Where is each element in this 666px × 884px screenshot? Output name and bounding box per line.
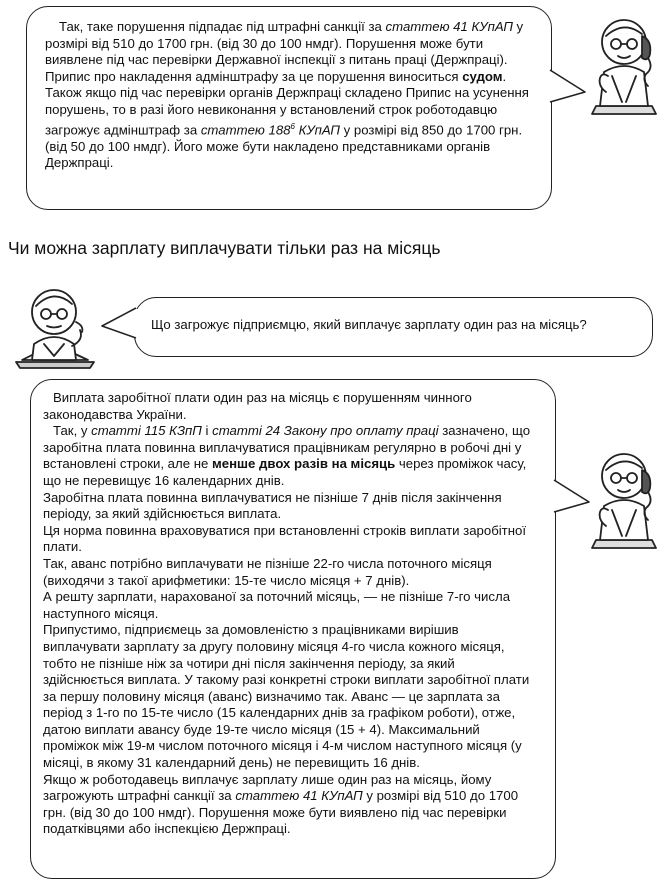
- question-bubble-tail: [100, 300, 138, 344]
- twice-a-month-emphasis: менше двох разів на місяць: [211, 456, 396, 472]
- answer-paragraph-2: Так, у статті 115 КЗпП і статті 24 Закону про оплату праці зазначено, що заробітна плата повинна виплачуватися працівникам регулярно в робочі дні у встановлені строки, але не менше двох разів на місяць через проміжок часу, що не перевищує 16 календарних днів.: [43, 423, 531, 488]
- top-speech-bubble: [26, 6, 552, 210]
- answer-bubble-tail: [553, 470, 593, 530]
- answer-paragraph-6: А решту зарплати, нарахованої за поточний місяць, — не пізніше 7-го числа наступного місяця.: [43, 589, 511, 621]
- answer-bubble: [30, 379, 556, 879]
- article-115-reference: статті 115 КЗпП: [91, 423, 202, 439]
- answer-paragraph-3: Заробітна плата повинна виплачуватися не пізніше 7 днів після закінчення періоду, за який здійснюється виплата.: [43, 489, 502, 522]
- phone-person-icon-2: [588, 440, 660, 548]
- answer-paragraph-8: Якщо ж роботодавець виплачує зарплату лише один раз на місяць, йому загрожують штрафні санкції за статтею 41 КУпАП у розмірі від 510 до 1700 грн. (від 30 до 100 нмдг). Порушення може бути виявлено під час перевірки податківцями або інспекцією Держпраці.: [43, 771, 519, 837]
- phone-person-icon: [588, 6, 660, 114]
- question-text: Що загрожує підприємцю, який виплачує зарплату один раз на місяць?: [151, 317, 587, 332]
- thinking-person-icon: [14, 282, 96, 368]
- answer-paragraph-7: Припустимо, підприємець за домовленістю з працівниками вирішив виплачувати зарплату за другу половину місяця 4-го числа кожного місяця, тобто не пізніше ніж за чотири дні після закінчення періоду, за який здійснюється виплата. У такому разі конкретні строки виплати заробітної плати за першу половину місяця (аванс) визначимо так. Аванс — це зарплата за період з 1-го по 15-те число (15 календарних днів за графіком роботи), отже, датою виплати авансу буде 19-те число місяця (15 + 4). Максимальний проміжок між 19-м числом поточного місяця і 4-м числом наступного місяця (у місяці, в якому 31 календарний день) не перевищить 16 днів.: [43, 622, 530, 771]
- answer-paragraph-4: Ця норма повинна враховуватися при встановленні строків виплати заробітної плати.: [43, 522, 526, 555]
- article-41-reference: статтею 41 КУпАП: [385, 19, 513, 34]
- top-bubble-tail: [549, 60, 589, 120]
- article-24-reference: статті 24 Закону про оплату праці: [212, 423, 439, 439]
- answer-paragraph-1: Виплата заробітної плати один раз на місяць є порушенням чинного законодавства України.: [43, 390, 472, 422]
- court-emphasis: судом: [462, 68, 503, 84]
- article-188-reference: статтею 188: [200, 121, 291, 137]
- question-bubble: [134, 297, 653, 357]
- answer-paragraph-5: Так, аванс потрібно виплачувати не пізніше 22-го числа поточного місяця (виходячи з такої арифметики: 15-те число місяця + 7 днів).: [43, 555, 492, 588]
- top-paragraph-1: Так, таке порушення підпадає під штрафні санкції за статтею 41 КУпАП у розмірі від 510 до 1700 грн. (від 30 до 100 нмдг). Порушення може бути виявлене під час перевірки Державної інспекції з питань праці (Держпраці). Припис про накладення адмінштрафу за це порушення виноситься судом.: [45, 19, 524, 84]
- section-heading: Чи можна зарплату виплачувати тільки раз на місяць: [8, 238, 441, 258]
- article-41-reference-2: статтею 41 КУпАП: [235, 788, 363, 804]
- top-paragraph-2: Також якщо під час перевірки органів Держпраці складено Припис на усунення порушень, то в разі його невиконання у встановлений строк роботодавцю загрожує адмінштраф за статтею $188^6$ КУпАП у розмірі від 850 до 1700 грн. (від 50 до 100 нмдг). Його може бути накладено представниками органів Держпраці.: [45, 85, 529, 171]
